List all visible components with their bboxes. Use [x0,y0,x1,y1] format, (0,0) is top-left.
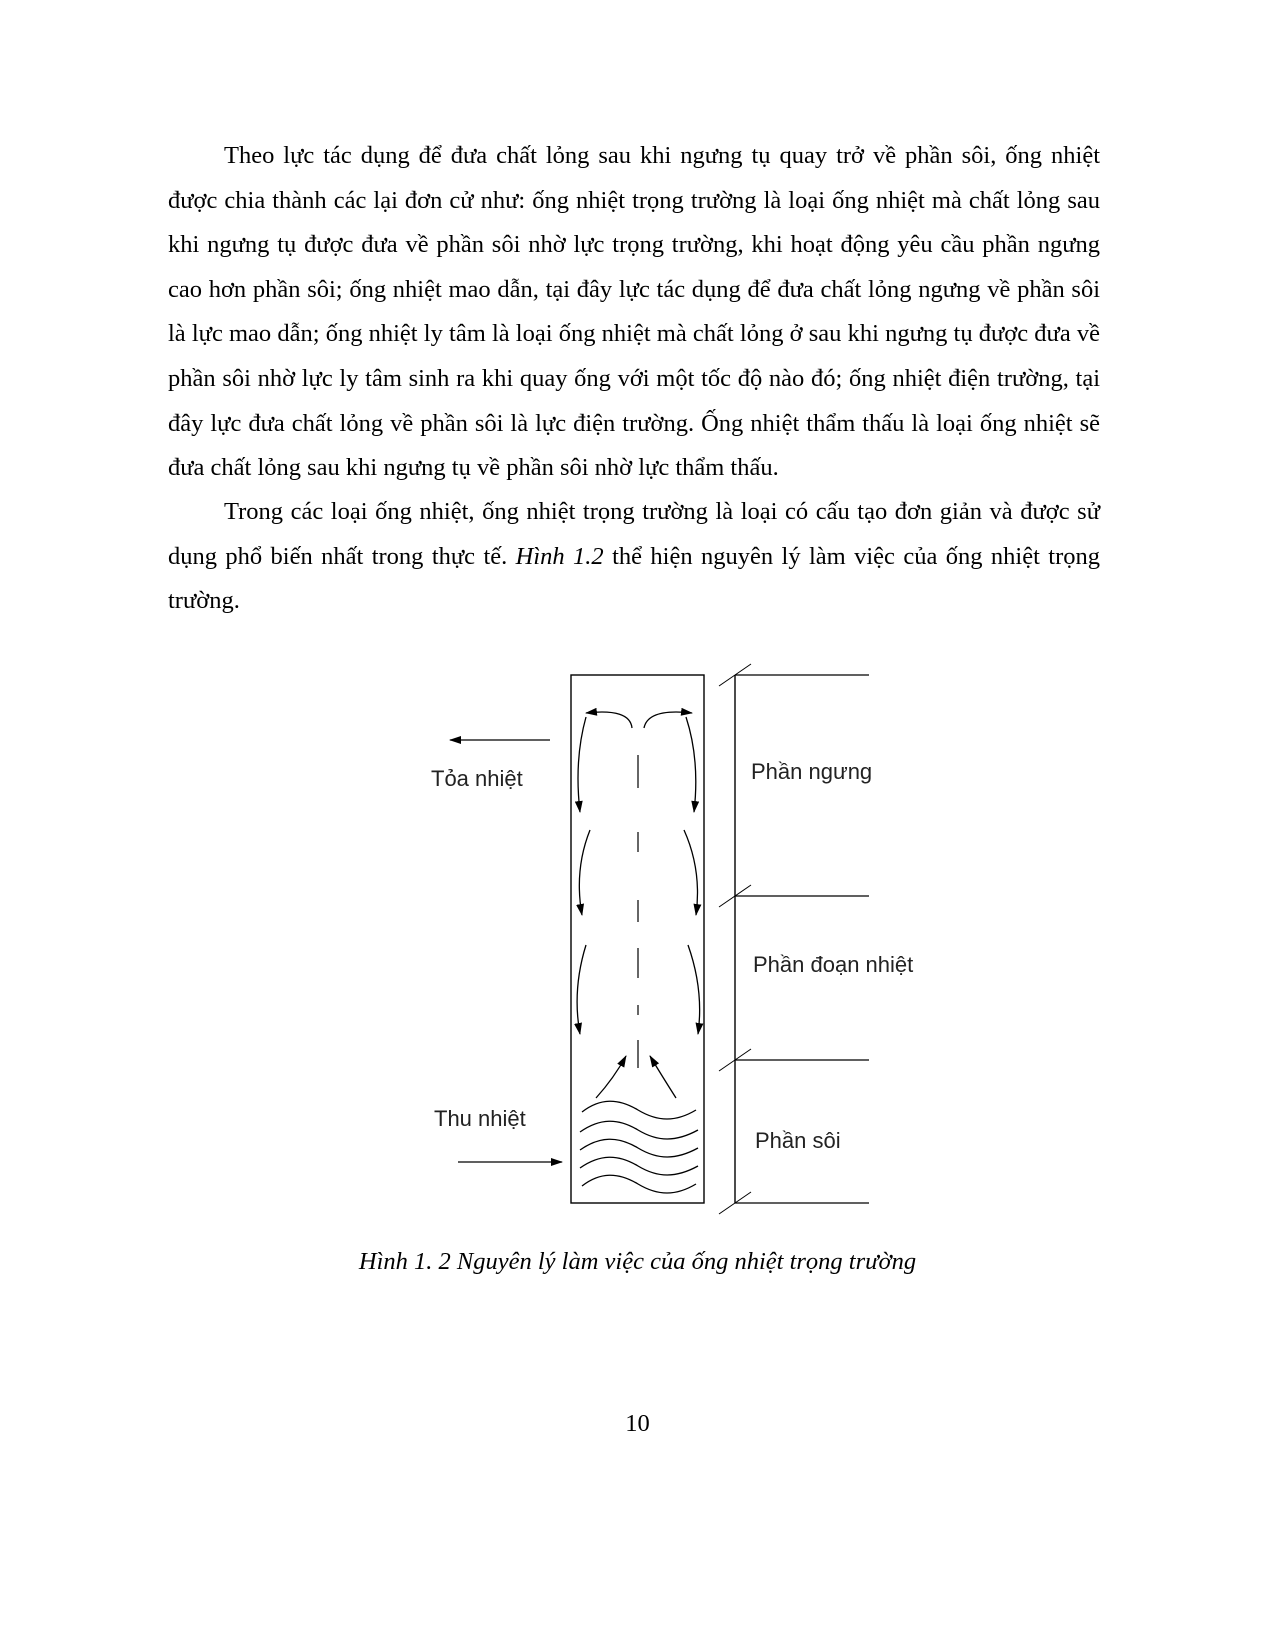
condensate-arrow-right [686,717,696,812]
liquid-wave [582,1101,696,1119]
pipe-outline [571,675,704,1203]
label-adiabatic-section: Phần đoạn nhiệt [753,952,914,977]
page-number: 10 [625,1410,650,1437]
vapour-split-right [644,712,692,728]
label-heat-absorb: Thu nhiệt [434,1106,526,1131]
condensate-arrow-left [579,830,590,915]
paragraph-text: Trong các loại ống nhiệt, ống nhiệt trọng trường là loại có cấu tạo đơn giản và được sử dụng phổ biến nhất trong thực tế. [168,498,1100,570]
label-condenser-section: Phần ngưng [751,759,873,784]
liquid-wave [580,1121,698,1139]
vapour-arrow-right [650,1056,676,1098]
liquid-wave [580,1139,698,1157]
figure-reference: Hình 1.2 [515,542,604,570]
vapour-arrow-left [596,1056,626,1098]
label-heat-release: Tỏa nhiệt [431,766,523,791]
paragraph: Theo lực tác dụng để đưa chất lỏng sau khi ngưng tụ quay trở về phần sôi, ống nhiệt được chia thành các lại đơn cử như: ống nhiệt trọng trường là loại ống nhiệt mà chất lỏng sau khi ngưng tụ được đưa về phần sôi nhờ lực trọng trường, khi hoạt động yêu cầu phần ngưng cao hơn phần sôi; ống nhiệt mao dẫn, tại đây lực tác dụng để đưa chất lỏng ngưng về phần sôi là lực mao dẫn; ống nhiệt ly tâm là loại ống nhiệt mà chất lỏng ở sau khi ngưng tụ được đưa về phần sôi nhờ lực ly tâm sinh ra khi quay ống với một tốc độ nào đó; ống nhiệt điện trường, tại đây lực đưa chất lỏng về phần sôi là lực điện trường. Ống nhiệt thẩm thấu là loại ống nhiệt sẽ đưa chất lỏng sau khi ngưng tụ về phần sôi nhờ lực thẩm thấu. [168,142,1100,482]
condensate-arrow-right [688,945,700,1034]
vapour-split-left [586,712,632,728]
condensate-arrow-right [684,830,698,915]
label-evaporator-section: Phần sôi [755,1128,841,1153]
condensate-arrow-left [578,717,586,812]
figure-caption: Hình 1. 2 Nguyên lý làm việc của ống nhiệt trọng trường [358,1248,917,1275]
liquid-wave [580,1157,698,1175]
paragraph-text: thể hiện nguyên lý làm việc của ống nhiệt trọng trường. [168,542,1100,615]
liquid-wave [582,1175,696,1193]
condensate-arrow-left [577,945,586,1034]
